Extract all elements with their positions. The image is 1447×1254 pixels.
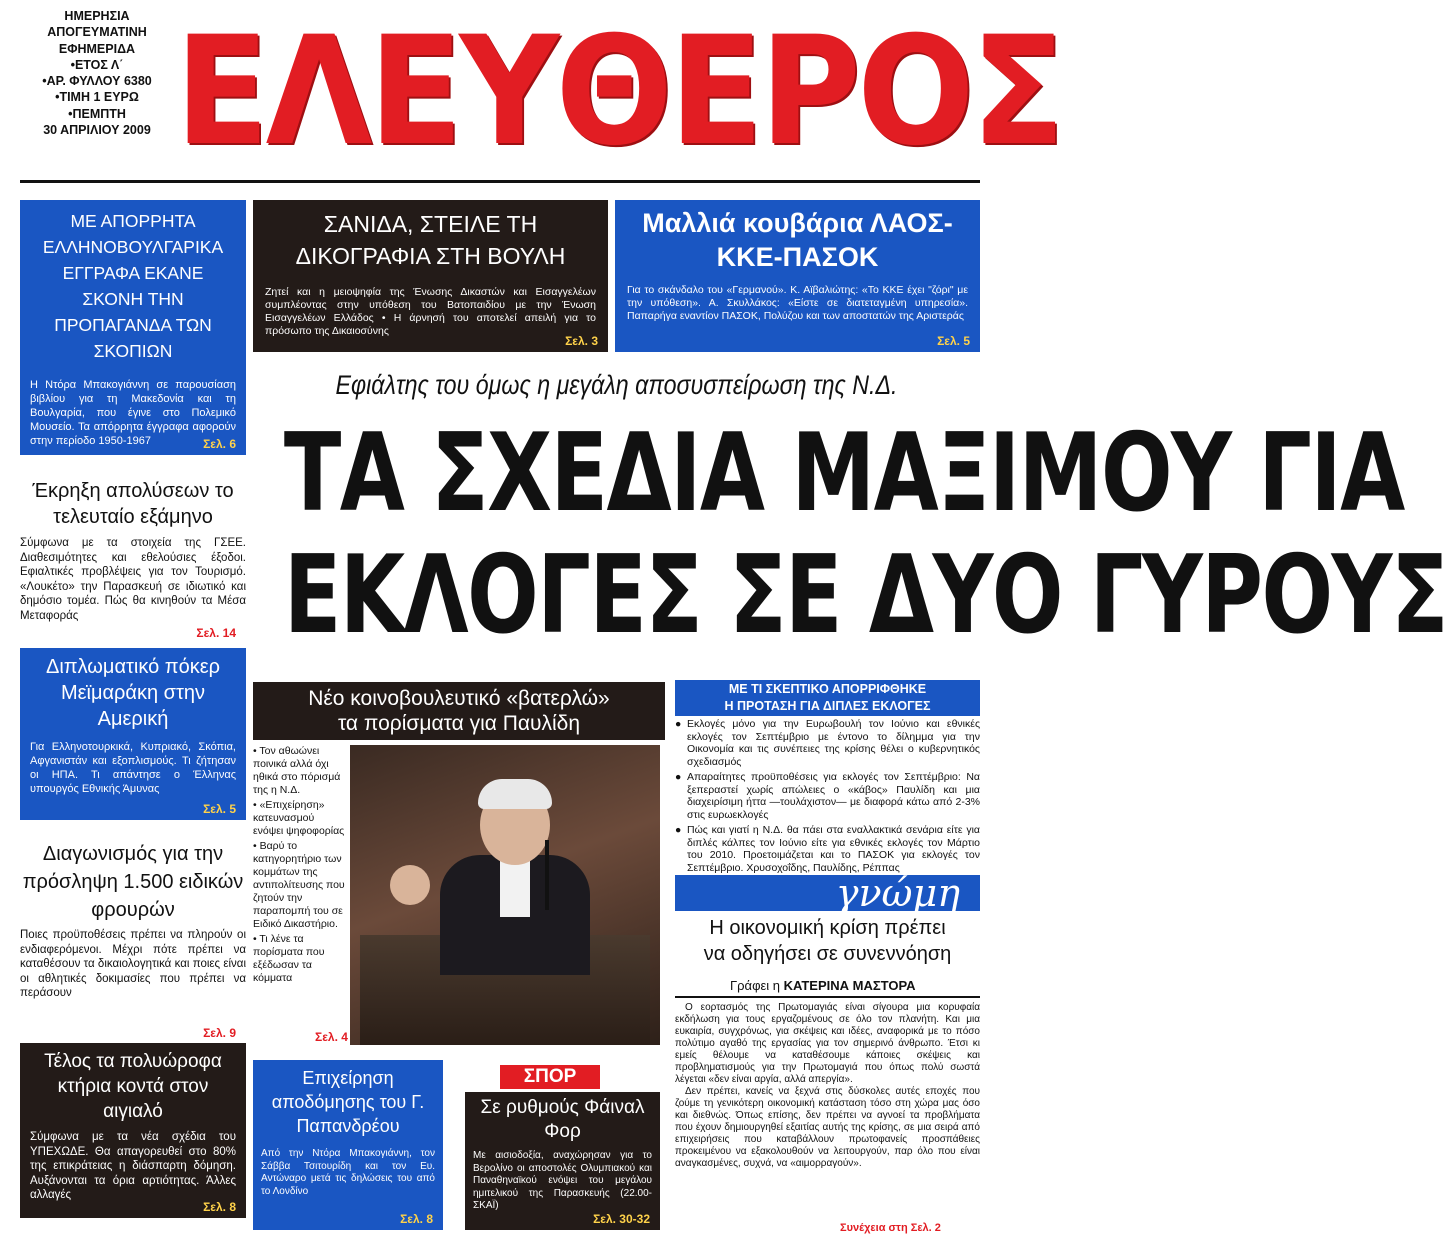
elections-header-1: ΜΕ ΤΙ ΣΚΕΠΤΙΚΟ ΑΠΟΡΡΙΦΘΗΚΕ (728, 682, 927, 696)
page-ref: Σελ. 5 (203, 802, 236, 816)
page-ref: Σελ. 3 (565, 334, 598, 348)
masthead-info-line: ΕΦΗΜΕΡΙΔΑ (58, 41, 136, 56)
pavlidis-bullet: • Τον αθωώνει ποινικά αλλά όχι ηθικά στο πόρισμά της η Ν.Δ. (253, 745, 345, 797)
story-body: Σύμφωνα με τα στοιχεία της ΓΣΕΕ. Διαθεσιμότητες και εθελούσιες έξοδοι. Εφιαλτικές προβλέψεις για τον Τουρισμό. «Λουκέτο» την Παρασκευή σε ιδιωτικό και δημόσιο τομέα. Πώς θα κινηθούν τα Μέσα Μεταφοράς (20, 537, 246, 622)
story-title: Τέλος τα πολυώροφα κτήρια κοντά στον αιγιαλό (44, 1051, 222, 1122)
story-aigialos[interactable] (20, 1043, 246, 1218)
masthead-info-line: 30 ΑΠΡΙΛΙΟΥ 2009 (43, 123, 151, 138)
gnomi-byline (730, 978, 916, 993)
elections-header[interactable] (675, 680, 980, 716)
story-title: Σε ρυθμούς Φάιναλ Φορ (480, 1097, 645, 1142)
gnomi-divider (675, 996, 980, 998)
pavlidis-bullet: • «Επιχείρηση» κατευνασμού ενόψει ψηφοφορίας (253, 799, 345, 838)
pavlidis-header[interactable] (253, 682, 665, 740)
story-fylakes[interactable] (20, 840, 246, 1040)
story-title: Διαγωνισμός για την πρόσληψη 1.500 ειδικών φρουρών (22, 843, 244, 921)
story-final-four[interactable] (465, 1092, 660, 1230)
story-apolyseis[interactable] (20, 478, 246, 640)
page-ref: Σελ. 5 (937, 334, 970, 348)
masthead-info-line: •ΠΕΜΠΤΗ (68, 106, 126, 121)
photo-hand (390, 865, 430, 905)
photo-shirt (500, 857, 530, 917)
gnomi-paragraph: Ο εορτασμός της Πρωτομαγιάς είναι σίγουρα μια κορυφαία εκδήλωση για τους εργαζομένους σε όλο τον πλανήτη. Και μια ευκαιρία, συγχρόνως, για σκέψεις και ιδέες, αναφορικά με το πόσο πολύτιμο αγαθό της εργασίας για τον σημερινό άνθρωπο. Έτσι κι εμείς θέλουμε να καταθέσουμε κάποιες σκέψεις και προβληματισμούς για την Πρωτομαγιά που όπως πολύ σωστά λέγεται «δεν είναι αργία, αλλά απεργία». (675, 1002, 980, 1085)
story-body: Σύμφωνα με τα νέα σχέδια του ΥΠΕΧΩΔΕ. Θα απαγορευθεί στο 80% της επικράτειας η διάσπαρτη δόμηση. Αυξάνονται τα όρια αρτιότητας. Άλλες αλλαγές (30, 1131, 236, 1201)
masthead-info-line: •ΑΡ. ΦΥΛΛΟΥ 6380 (42, 74, 152, 89)
story-body: Ποιες προϋποθέσεις πρέπει να πληρούν οι ενδιαφερόμενοι. Μέχρι πότε πρέπει να καταθέσουν τα δικαιολογητικά και ποιες είναι οι αθλητικές δοκιμασίες που πρέπει να περάσουν (20, 929, 246, 999)
story-meimarakis[interactable] (20, 648, 246, 820)
page-ref: Σελ. 14 (196, 626, 236, 640)
page-ref: Σελ. 8 (400, 1212, 433, 1226)
photo-microphone (545, 840, 549, 910)
story-body: Η Ντόρα Μπακογιάννη σε παρουσίαση βιβλίου για τη Μακεδονία και τη Βουλγαρία, που έγινε στο Πολεμικό Μουσείο. Τα απόρρητα έγγραφα αφορούν στην περίοδο 1950-1967 (30, 379, 236, 447)
story-sanida[interactable] (253, 200, 608, 352)
lead-headline-line2: ΕΚΛΟΓΕΣ ΣΕ ΔΥΟ ΓΥΡΟΥΣ (283, 533, 1447, 658)
masthead-info-line: •ΕΤΟΣ Λ΄ (70, 57, 124, 72)
story-skopia[interactable] (20, 200, 246, 455)
gnomi-title-2: να οδηγήσει σε συνεννόηση (703, 943, 952, 965)
masthead-info-line: ΗΜΕΡΗΣΙΑ (64, 9, 130, 23)
story-body: Ζητεί και η μειοψηφία της Ένωσης Δικαστών και Εισαγγελέων συμπλέοντας στην υπόθεση του Βατοπαιδίου με την Ένωση Εισαγγελέων Ελλάδος • Η άρνησή του αποτελεί απειλή για το πρόσωπο της Δικαιοσύνης (265, 286, 596, 337)
elections-header-2: Η ΠΡΟΤΑΣΗ ΓΙΑ ΔΙΠΛΕΣ ΕΚΛΟΓΕΣ (724, 699, 931, 713)
newspaper-title: ΕΛΕΥΘΕΡΟΣ (175, 5, 1062, 179)
spor-label: ΣΠΟΡ (500, 1065, 600, 1089)
pavlidis-title-2: τα πορίσματα για Παυλίδη (337, 712, 581, 735)
elections-bullet (675, 771, 980, 821)
page-ref: Σελ. 6 (203, 437, 236, 451)
elections-bullets (675, 718, 980, 874)
story-body: Για το σκάνδαλο του «Γερμανού». Κ. Αϊβαλιώτης: «Το ΚΚΕ έχει "ζόρι" με την υπόθεση». Α. Σκυλλάκος: «Είστε σε διατεταγμένη υπηρεσία». Παπαρήγα εναντίον ΠΑΣΟΚ, Πολύζου και των αποστατών της Αριστεράς (627, 284, 968, 322)
page-ref: Σελ. 9 (203, 1026, 236, 1040)
bullet-icon: ● (675, 718, 682, 730)
masthead-rule (20, 180, 980, 183)
photo-hair (478, 779, 552, 809)
gnomi-paragraph: Δεν πρέπει, κανείς να ξεχνά στις δύσκολες αυτές εποχές που ζούμε τη γενικότερη οικονομική κατάσταση τόσο στη χώρα μας όσο και διεθνώς. Όπως επίσης, δεν πρέπει να αγνοεί τα προβλήματα που έχουν δημιουργηθεί εξαιτίας αυτής της κρίσης, σε μια σειρά από επιχειρήσεις που καταβάλλουν πρωτοφανείς προσπάθειες προκειμένου να εξακολουθούν να λειτουργούν, παρ όλο που είναι αναγκασμένες, συχνά, να «αιμορραγούν». (675, 1086, 980, 1169)
pavlidis-bullets (253, 745, 345, 1045)
bullet-icon: ● (675, 771, 682, 783)
elections-bullet (675, 824, 980, 874)
elections-bullet-text: Απαραίτητες προϋποθέσεις για εκλογές τον Σεπτέμβριο: Να ξεπεραστεί χωρίς απώλειες ο «κάβος» Παυλίδη και μια διαχειρίσιμη ήττα —τουλάχιστον— με διαφορά κάτω από 2-3% στις ευρωεκλογές (687, 771, 980, 821)
gnomi-text (675, 1002, 980, 1217)
story-body: Για Ελληνοτουρκικά, Κυπριακό, Σκόπια, Αφγανιστάν και εξοπλισμούς. Τι ζήτησαν οι ΗΠΑ. Τι απάντησε ο Έλληνας υπουργός Εθνικής Άμυνας (30, 741, 236, 795)
pavlidis-photo (350, 745, 660, 1045)
story-title: ΜΕ ΑΠΟΡΡΗΤΑ ΕΛΛΗΝΟΒΟΥΛΓΑΡΙΚΑ ΕΓΓΡΑΦΑ ΕΚΑΝΕ ΣΚΟΝΗ ΤΗΝ ΠΡΟΠΑΓΑΝΔΑ ΤΩΝ ΣΚΟΠΙΩΝ (42, 211, 224, 361)
masthead-info (22, 8, 172, 138)
bullet-icon: ● (675, 824, 682, 836)
pavlidis-bullet: • Τι λένε τα πορίσματα που εξέδωσαν τα κόμματα (253, 933, 345, 985)
pavlidis-title-1: Νέο κοινοβουλευτικό «βατερλώ» (308, 687, 610, 710)
gnomi-author: ΚΑΤΕΡΙΝΑ ΜΑΣΤΟΡΑ (783, 978, 916, 993)
lead-headline-line1: ΤΑ ΣΧΕΔΙΑ ΜΑΞΙΜΟΥ ΓΙΑ (283, 411, 1404, 536)
lead-kicker: Εφιάλτης του όμως η μεγάλη αποσυσπείρωση της Ν.Δ. (335, 370, 898, 400)
pavlidis-bullet: • Βαρύ το κατηγορητήριο των κομμάτων της αντιπολίτευσης που ζητούν την παραπομπή του σε Ειδικό Δικαστήριο. (253, 840, 345, 931)
page-ref: Σελ. 8 (203, 1200, 236, 1214)
story-title: Διπλωματικό πόκερ Μεϊμαράκη στην Αμερική (46, 656, 220, 730)
page-ref: Σελ. 30-32 (593, 1212, 650, 1226)
gnomi-title-1: Η οικονομική κρίση πρέπει (709, 917, 946, 939)
story-title: ΣΑΝΙΔΑ, ΣΤΕΙΛΕ ΤΗ ΔΙΚΟΓΡΑΦΙΑ ΣΤΗ ΒΟΥΛΗ (295, 211, 566, 269)
gnomi-continue: Συνέχεια στη Σελ. 2 (840, 1222, 941, 1234)
story-papandreou[interactable] (253, 1060, 443, 1230)
elections-bullet-text: Εκλογές μόνο για την Ευρωβουλή τον Ιούνιο και εθνικές εκλογές τον Σεπτέμβριο με έντονο το δίλημμα για την Οικονομία και τις συνέπειες της κρίσης θέλει ο κυβερνητικός σχεδιασμός (687, 718, 980, 768)
masthead-info-line: •ΤΙΜΗ 1 ΕΥΡΩ (55, 90, 139, 105)
story-title: Έκρηξη απολύσεων το τελευταίο εξάμηνο (32, 480, 234, 528)
elections-bullet-text: Πώς και γιατί η Ν.Δ. θα πάει στα εναλλακτικά σενάρια είτε για διπλές κάλπες τον Ιούνιο είτε για εθνικές εκλογές τον Μάρτιο του 2010. Προετοιμάζεται και το ΠΑΣΟΚ για εκλογές τον Σεπτέμβριο. Χρυσοχοΐδης, Παυλίδης, Ρέππας (687, 824, 980, 874)
gnomi-banner: γνώμη (675, 875, 980, 911)
gnomi-byline-label: Γράφει η (730, 978, 781, 993)
elections-bullet (675, 718, 980, 768)
story-title: Μαλλιά κουβάρια ΛΑΟΣ-ΚΚΕ-ΠΑΣΟΚ (642, 208, 953, 272)
story-kouvaria[interactable] (615, 200, 980, 352)
masthead-info-line: ΑΠΟΓΕΥΜΑΤΙΝΗ (47, 25, 147, 40)
story-body: Από την Ντόρα Μπακογιάννη, τον Σάββα Τσιτουρίδη και τον Ευ. Αντώναρο μετά τις δηλώσεις του από το Λονδίνο (261, 1148, 435, 1197)
page-ref: Σελ. 4 (315, 1030, 348, 1044)
story-title: Επιχείρηση αποδόμησης του Γ. Παπανδρέου (271, 1068, 425, 1136)
story-body: Με αισιοδοξία, αναχώρησαν για το Βερολίνο οι αποστολές Ολυμπιακού και Παναθηναϊκού ενόψει του μεγάλου ημιτελικού της Παρασκευής (22.00-ΣΚΑΪ) (473, 1150, 652, 1211)
